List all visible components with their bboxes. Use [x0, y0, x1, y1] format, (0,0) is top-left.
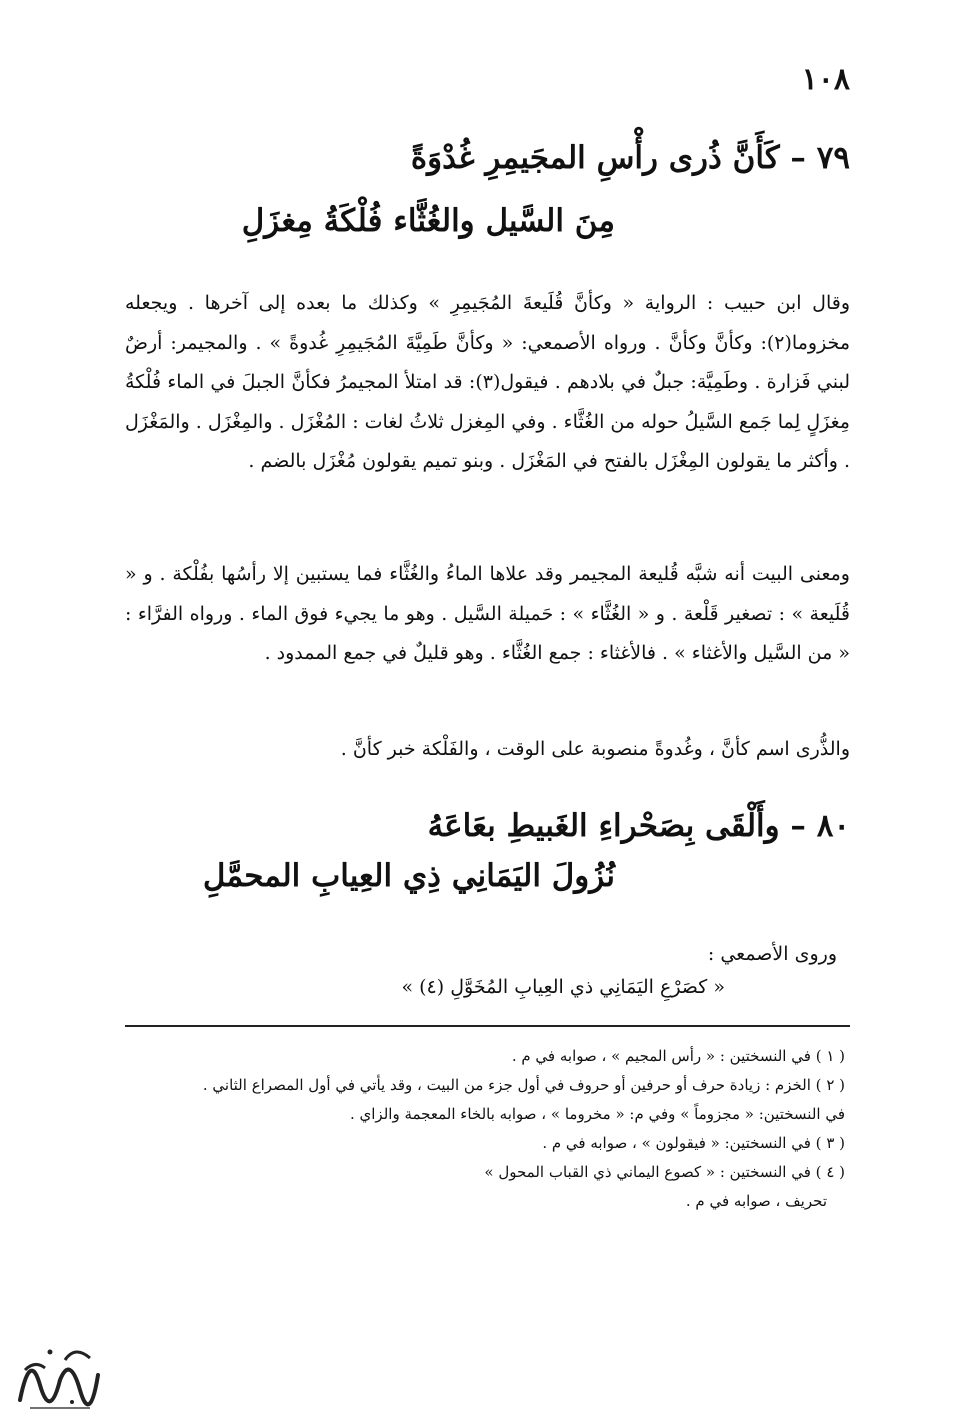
variant-reading: « كصَرْعِ اليَمَانِي ذي العِيابِ المُخَوَّلِ (٤) » — [401, 976, 725, 998]
footnote-2: ( ٢ ) الخزم : زيادة حرف أو حرفين أو حروف في أول جزء من البيت ، وقد يأتي في أول المصراع الثاني . — [202, 1076, 845, 1094]
variant-intro: وروى الأصمعي : — [707, 943, 837, 965]
commentary-paragraph: ومعنى البيت أنه شبَّه قُليعة المجيمر وقد علاها الماءُ والغُثَّاء فما يستبين إلا رأسُها بفُلْكة . و « قُلَيعة » : تصغير قَلْعة . و « الغُثَّاء » : حَميلة السَّيل . وهو ما يجيء فوق الماء . ورواه الفرَّاء : « من السَّيل والأغثاء » . فالأغثاء : جمع الغُثَّاء . وهو قليلٌ في جمع الممدود . — [125, 563, 850, 664]
verse-79-first-hemistich: ٧٩ – كَأَنَّ ذُرى رأْسِ المجَيمِرِ غُدْوَةً — [410, 140, 850, 176]
library-logo — [10, 1330, 105, 1415]
footnote-1: ( ١ ) في النسختين : « رأس المجيم » ، صوابه في م . — [511, 1047, 845, 1065]
verse-79-second-hemistich: مِنَ السَّيل والغُثَّاء فُلْكَةُ مِغزَلِ — [241, 203, 615, 239]
footnote-3: ( ٣ ) في النسختين: « فيقولون » ، صوابه في م . — [542, 1134, 845, 1152]
footnote-4-continuation: تحريف ، صوابه في م . — [685, 1192, 827, 1210]
commentary-paragraph: والذُّرى اسم كأنَّ ، وغُدوةً منصوبة على الوقت ، والفَلْكة خبر كأنَّ . — [340, 738, 850, 760]
verse-80-first-hemistich: ٨٠ – وأَلْقَى بِصَحْراءِ الغَبيطِ بعَاعَهُ — [427, 808, 850, 844]
footnote-4: ( ٤ ) في النسختين : « كصوع اليماني ذي القباب المحول » — [484, 1163, 845, 1181]
footnotes — [125, 1042, 845, 1216]
commentary-paragraph: وقال ابن حبيب : الرواية « وكأنَّ قُلَيعةَ المُجَيمِرِ » وكذلك ما بعده إلى آخرها . ويجعله مخزوما(٢): وكأنَّ وكأنَّ . ورواه الأصمعي: « وكأنَّ طَمِيَّةَ المُجَيمِرِ غُدوةً » . والمجيمر: أرضٌ لبني فَزارة . وطَمِيَّة: جبلٌ في بلادهم . فيقول(٣): قد امتلأ المجيمرُ فكأنَّ الجبلَ في الماء فُلْكةُ مِغزَلٍ لِما جَمع السَّيلُ حوله من الغُثَّاء . وفي المِغزل ثلاثُ لغات : المُغْزَل . والمِغْزَل . والمَغْزَل . وأكثر ما يقولون المِغْزَل بالفتح في المَغْزَل . وبنو تميم يقولون مُغْزَل بالضم . — [125, 292, 850, 472]
footnote-2-continuation: في النسختين: « مجزوماً » وفي م: « مخروما » ، صوابه بالخاء المعجمة والزاي . — [349, 1105, 845, 1123]
calligraphic-logo-icon — [10, 1330, 105, 1415]
verse-80-second-hemistich: نُزُولَ اليَمَانِي ذِي العِيابِ المحمَّلِ — [202, 858, 615, 894]
footnote-divider — [125, 1025, 850, 1027]
page-number: ١٠٨ — [801, 62, 850, 97]
